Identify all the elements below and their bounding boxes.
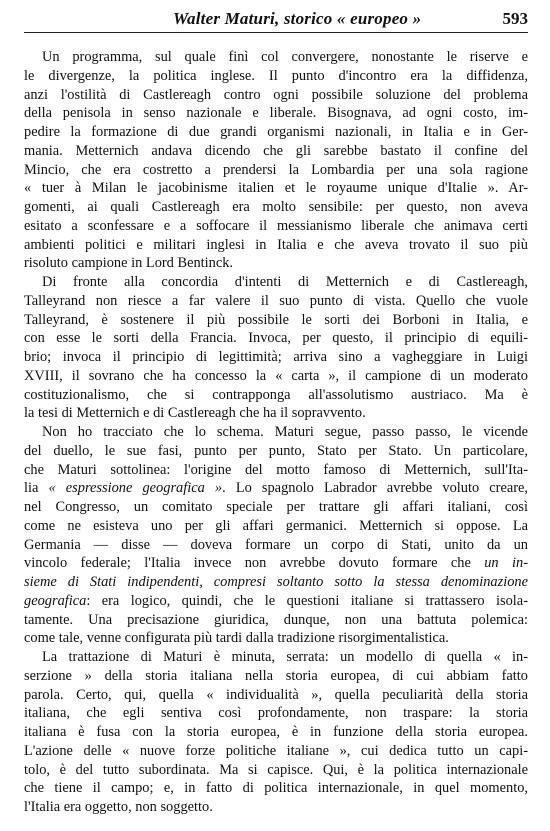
- text-line: [24, 554, 528, 573]
- text-line: [24, 498, 528, 517]
- running-head: [173, 9, 421, 29]
- paragraph: [24, 273, 528, 423]
- text-line: [24, 386, 528, 405]
- text-run: nel Congresso, un comitato speciale per trattare gli affari italiani, così: [24, 499, 528, 515]
- text-run: anzi l'ostilità di Castlereagh contro ogni possibile soluzione del problema: [24, 86, 528, 103]
- text-run: Un programma, sul quale finì col convergere, nonostante le riserve e: [42, 49, 528, 65]
- text-run: lia: [24, 480, 49, 497]
- text-line: [24, 348, 528, 367]
- paragraph: [24, 648, 528, 817]
- text-line: [24, 592, 528, 611]
- text-run: che tiene il campo; e, in fatto di politica internazionale, in quel momento,: [24, 780, 528, 797]
- text-run: tamente. Una precisazione giuridica, dunque, non una battuta polemica:: [24, 611, 528, 628]
- text-line: [24, 292, 528, 311]
- text-run: con esse le sorti della Francia. Invoca, per questo, il principio di equili-: [24, 330, 528, 347]
- text-line: [24, 273, 528, 292]
- text-line: [24, 648, 528, 667]
- text-run: la tesi di Metternich e di Castlereagh che ha il sopravvento.: [24, 405, 366, 422]
- text-run: le divergenze, la politica inglese. Il punto d'incontro era la diffidenza,: [24, 67, 528, 84]
- text-line: [24, 686, 528, 705]
- text-line: [24, 779, 528, 798]
- text-run: parola. Certo, qui, quella « individualità », quella peculiarità della storia: [24, 686, 528, 703]
- italic-run: geografica: [24, 592, 87, 609]
- text-run: del duello, le sue fasi, punto per punto, Stato per Stato. Un particolare,: [24, 442, 528, 459]
- text-line: [24, 667, 528, 686]
- text-line: [24, 611, 528, 630]
- text-run: L'azione delle « nuove forze politiche italiane », cui dedica tutto un capi-: [24, 742, 528, 759]
- text-line: [24, 67, 528, 86]
- text-line: [24, 761, 528, 780]
- page-number: 593: [502, 9, 528, 28]
- running-head-title: « europeo »: [336, 9, 422, 28]
- text-run: mania. Metternich andava dicendo che gli sarebbe bastato il confine del: [24, 142, 528, 159]
- text-run: . Lo spagnolo Labrador avrebbe voluto creare,: [222, 480, 529, 497]
- text-run: come ne esisteva uno per gli affari germanici. Metternich si oppose. La: [24, 517, 528, 534]
- paragraph: [24, 48, 528, 273]
- text-line: [24, 723, 528, 742]
- text-run: Mincio, che era costretto a prendersi la Lombardia per una sola ragione: [24, 161, 528, 178]
- text-line: [24, 461, 528, 480]
- text-line: [24, 742, 528, 761]
- text-run: tolo, è del tutto subordinata. Ma si capisce. Qui, è la politica internazionale: [24, 761, 528, 778]
- text-run: risoluto campione in Lord Bentinck.: [24, 255, 234, 272]
- italic-run: un in-: [484, 555, 528, 572]
- text-line: [24, 798, 528, 817]
- text-run: italiana è fusa con la storia europea, è in funzione della storia europea.: [24, 724, 528, 740]
- text-run: della penisola in senso nazionale e liberale. Bisognava, ad ogni costo, im-: [24, 105, 528, 122]
- text-run: serzione » della storia italiana nella storia europea, di cui abbiam fatto: [24, 667, 528, 684]
- text-line: [24, 442, 528, 461]
- text-line: [24, 573, 528, 592]
- text-run: costituzionalismo, che si contrapponga all'assolutismo austriaco. Ma è: [24, 386, 528, 403]
- italic-run: sieme di Stati indipendenti, compresi soltanto sotto la stessa denominazione: [24, 574, 528, 590]
- text-line: [24, 236, 528, 255]
- text-run: XVIII, il sovrano che ha concesso la « carta », il campione di un moderato: [24, 367, 528, 384]
- text-line: [24, 198, 528, 217]
- text-run: ambienti politici e militari inglesi in Italia e che aveva trovato il suo più: [24, 236, 528, 253]
- text-run: Talleyrand non riesce a far valere il suo punto di vista. Quello che vuole: [24, 292, 528, 309]
- text-line: [24, 536, 528, 555]
- text-line: [24, 217, 528, 236]
- text-line: [24, 704, 528, 723]
- text-line: [24, 123, 528, 142]
- text-run: italiana, che egli sentiva così profondamente, non traspare: la storia: [24, 705, 528, 722]
- text-line: [24, 404, 528, 423]
- text-run: brio; invoca il principio di legittimità; arriva sino a vagheggiare in Luigi: [24, 349, 528, 365]
- text-run: Di fronte alla concordia d'intenti di Metternich e di Castlereagh,: [42, 274, 528, 290]
- text-run: Talleyrand, è sostenere il più possibile le sorti dei Borboni in Italia, e: [24, 311, 528, 328]
- text-run: gomenti, ai quali Castlereagh era molto sensibile: per questo, non aveva: [24, 199, 528, 215]
- text-line: [24, 161, 528, 180]
- italic-run: « espressione geografica »: [48, 480, 223, 497]
- running-head-author: Walter Maturi, storico: [173, 9, 333, 28]
- text-line: [24, 142, 528, 161]
- text-run: come tale, venne configurata più tardi dalla tradizione risorgimentalistica.: [24, 630, 449, 647]
- text-line: [24, 104, 528, 123]
- text-run: Germania — disse — doveva formare un corpo di Stati, unito da un: [24, 536, 528, 553]
- header-rule: [24, 32, 528, 33]
- text-run: vincolo federale; l'Italia invece non avrebbe dovuto formare che: [24, 555, 485, 572]
- text-run: « tuer à Milan le jacobinisme italien et le royaume unique d'Italie ». Ar-: [24, 180, 528, 197]
- text-line: [24, 629, 528, 648]
- text-line: [24, 367, 528, 386]
- running-header: [0, 0, 550, 34]
- text-run: La trattazione di Maturi è minuta, serrata: un modello di quella « in-: [42, 649, 528, 665]
- text-run: Non ho tracciato che lo schema. Maturi segue, passo passo, le vicende: [42, 424, 528, 440]
- text-run: che Maturi sottolinea: l'origine del motto famoso di Metternich, sull'Ita-: [24, 461, 528, 478]
- text-line: [24, 254, 528, 273]
- text-line: [24, 86, 528, 105]
- text-run: l'Italia era oggetto, non soggetto.: [24, 799, 213, 815]
- body-text: [24, 48, 528, 817]
- text-line: [24, 311, 528, 330]
- text-line: [24, 479, 528, 498]
- text-run: : era logico, quindi, che le questioni italiane si trattassero isola-: [86, 592, 528, 609]
- text-line: [24, 423, 528, 442]
- text-run: esitato a sconfessare e a soffocare il messianismo liberale che animava certi: [24, 217, 528, 234]
- text-line: [24, 179, 528, 198]
- text-line: [24, 329, 528, 348]
- text-line: [24, 48, 528, 67]
- text-line: [24, 517, 528, 536]
- paragraph: [24, 423, 528, 648]
- text-run: pedire la formazione di due grandi organismi nazionali, in Italia e in Ger-: [24, 124, 528, 140]
